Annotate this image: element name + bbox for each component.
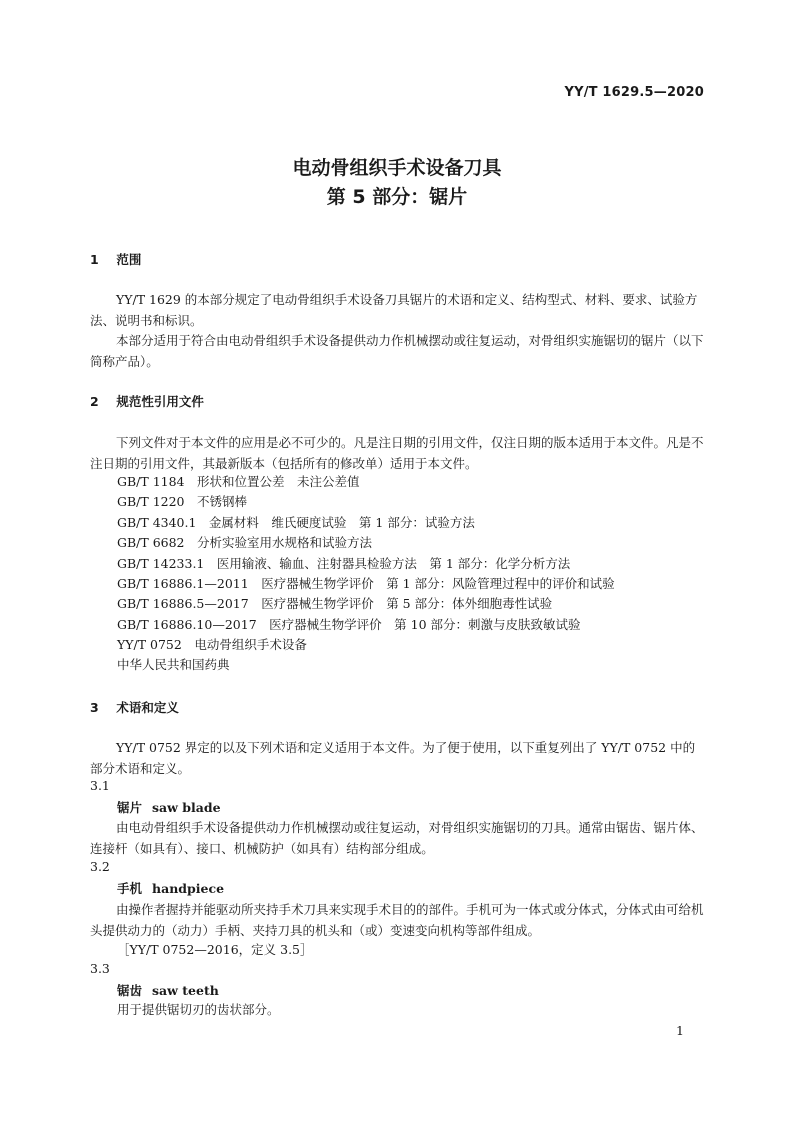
term-en: handpiece <box>152 881 225 896</box>
reference-item: 中华人民共和国药典 <box>117 657 230 672</box>
term-cn: 锯片 <box>117 800 143 815</box>
section-heading-scope <box>90 250 141 268</box>
term-definition: 由电动骨组织手术设备提供动力作机械摆动或往复运动，对骨组织实施锯切的刀具。通常由锯齿、锯片体、连接杆（如具有）、接口、机械防护（如具有）结构部分组成。 <box>90 820 704 856</box>
reference-item: GB/T 16886.5—2017 医疗器械生物学评价 第 5 部分：体外细胞毒性试验 <box>117 596 553 611</box>
term-en: saw teeth <box>152 983 219 998</box>
term-cn: 锯齿 <box>117 983 143 998</box>
section-title: 范围 <box>116 252 142 267</box>
standard-code: YY/T 1629.5—2020 <box>564 85 704 100</box>
reference-item: GB/T 1184 形状和位置公差 未注公差值 <box>117 474 360 489</box>
section-heading-terms-definitions <box>90 698 179 716</box>
reference-item: YY/T 0752 电动骨组织手术设备 <box>117 637 307 652</box>
reference-item: GB/T 16886.1—2011 医疗器械生物学评价 第 1 部分：风险管理过程中的评价和试验 <box>117 576 615 591</box>
section-number: 2 <box>90 394 99 409</box>
section-title: 术语和定义 <box>116 700 179 715</box>
term-saw-teeth <box>117 981 219 999</box>
references-intro: 下列文件对于本文件的应用是必不可少的。凡是注日期的引用文件，仅注日期的版本适用于本文件。凡是不注日期的引用文件，其最新版本（包括所有的修改单）适用于本文件。 <box>90 435 704 471</box>
reference-item: GB/T 16886.10—2017 医疗器械生物学评价 第 10 部分：刺激与皮肤致敏试验 <box>117 617 581 632</box>
term-handpiece <box>117 879 224 897</box>
scope-paragraph-1: YY/T 1629 的本部分规定了电动骨组织手术设备刀具锯片的术语和定义、结构型式、材料、要求、试验方法、说明书和标识。 <box>90 292 698 328</box>
term-number: 3.2 <box>90 859 110 874</box>
page-number: 1 <box>676 1023 684 1038</box>
term-en: saw blade <box>152 800 221 815</box>
reference-item: GB/T 6682 分析实验室用水规格和试验方法 <box>117 535 373 550</box>
document-title-line1: 电动骨组织手术设备刀具 <box>292 157 502 179</box>
term-source: ［YY/T 0752—2016，定义 3.5］ <box>117 942 313 957</box>
section-heading-normative-references <box>90 392 204 410</box>
reference-item: GB/T 1220 不锈钢棒 <box>117 494 248 509</box>
term-number: 3.3 <box>90 961 110 976</box>
reference-item: GB/T 14233.1 医用输液、输血、注射器具检验方法 第 1 部分：化学分析方法 <box>117 556 571 571</box>
term-cn: 手机 <box>117 881 143 896</box>
term-saw-blade <box>117 798 221 816</box>
section-title: 规范性引用文件 <box>116 394 204 409</box>
term-definition: 由操作者握持并能驱动所夹持手术刀具来实现手术目的的部件。手机可为一体式或分体式，分体式由可给机头提供动力的（动力）手柄、夹持刀具的机头和（或）变速变向机构等部件组成。 <box>90 902 704 938</box>
section-number: 3 <box>90 700 99 715</box>
document-title-line2: 第 5 部分：锯片 <box>326 186 468 208</box>
terms-intro: YY/T 0752 界定的以及下列术语和定义适用于本文件。为了便于使用，以下重复列出了 YY/T 0752 中的部分术语和定义。 <box>90 740 696 776</box>
section-number: 1 <box>90 252 99 267</box>
term-number: 3.1 <box>90 778 110 793</box>
reference-item: GB/T 4340.1 金属材料 维氏硬度试验 第 1 部分：试验方法 <box>117 515 475 530</box>
scope-paragraph-2: 本部分适用于符合由电动骨组织手术设备提供动力作机械摆动或往复运动，对骨组织实施锯切的锯片（以下简称产品）。 <box>90 333 704 369</box>
term-definition: 用于提供锯切刃的齿状部分。 <box>117 1002 280 1017</box>
